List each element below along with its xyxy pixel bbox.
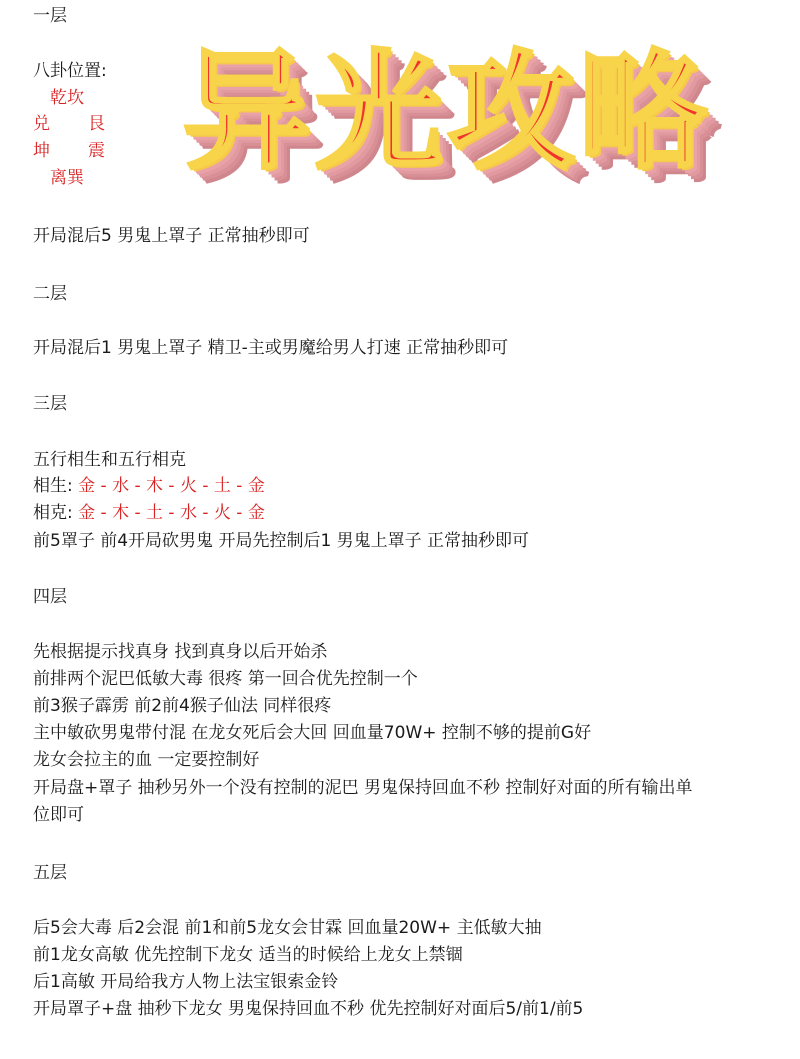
floor3-strategy: 前5罩子 前4开局砍男鬼 开局先控制后1 男鬼上罩子 正常抽秒即可 <box>33 531 530 551</box>
bagua-dui: 兑 <box>33 114 50 134</box>
floor1-strategy: 开局混后5 男鬼上罩子 正常抽秒即可 <box>33 226 310 246</box>
floor4-line: 前排两个泥巴低敏大毒 很疼 第一回合优先控制一个 <box>33 669 418 689</box>
floor5-line: 开局罩子+盘 抽秒下龙女 男鬼保持回血不秒 优先控制好对面后5/前1/前5 <box>33 999 584 1019</box>
floor5-line: 前1龙女高敏 优先控制下龙女 适当的时候给上龙女上禁锢 <box>33 945 463 965</box>
floor2-heading: 二层 <box>33 284 67 304</box>
floor4-line: 开局盘+罩子 抽秒另外一个没有控制的泥巴 男鬼保持回血不秒 控制好对面的所有输出单 <box>33 778 693 798</box>
sheng-label: 相生: <box>33 476 73 496</box>
ke-label: 相克: <box>33 503 73 523</box>
sheng-chain: 金 - 水 - 木 - 火 - 土 - 金 <box>78 476 265 496</box>
ke-chain: 金 - 木 - 土 - 水 - 火 - 金 <box>78 503 265 523</box>
floor5-line: 后1高敏 开局给我方人物上法宝银索金铃 <box>33 972 339 992</box>
floor5-line: 后5会大毒 后2会混 前1和前5龙女会甘霖 回血量20W+ 主低敏大抽 <box>33 918 542 938</box>
bagua-kun: 坤 <box>33 141 50 161</box>
floor3-heading: 三层 <box>33 394 67 414</box>
floor4-line: 位即可 <box>33 805 84 825</box>
title-banner <box>183 38 783 188</box>
floor4-heading: 四层 <box>33 587 67 607</box>
bagua-gen: 艮 <box>88 114 105 134</box>
floor4-line: 前3猴子霹雳 前2前4猴子仙法 同样很疼 <box>33 696 332 716</box>
floor1-heading: 一层 <box>33 6 67 26</box>
floor4-line: 龙女会拉主的血 一定要控制好 <box>33 750 260 770</box>
wuxing-title: 五行相生和五行相克 <box>33 450 186 470</box>
bagua-label: 八卦位置: <box>33 61 107 81</box>
bagua-row-1: 乾坎 <box>50 88 84 108</box>
page-title: 异光攻略 <box>183 38 712 187</box>
floor5-heading: 五层 <box>33 863 67 883</box>
wuxing-sheng-row <box>33 475 265 497</box>
floor4-line: 主中敏砍男鬼带付混 在龙女死后会大回 回血量70W+ 控制不够的提前G好 <box>33 723 592 743</box>
floor2-strategy: 开局混后1 男鬼上罩子 精卫-主或男魔给男人打速 正常抽秒即可 <box>33 338 509 358</box>
wuxing-ke-row <box>33 502 265 524</box>
floor4-line: 先根据提示找真身 找到真身以后开始杀 <box>33 642 328 662</box>
bagua-zhen: 震 <box>88 141 105 161</box>
bagua-row-4: 离巽 <box>50 168 84 188</box>
